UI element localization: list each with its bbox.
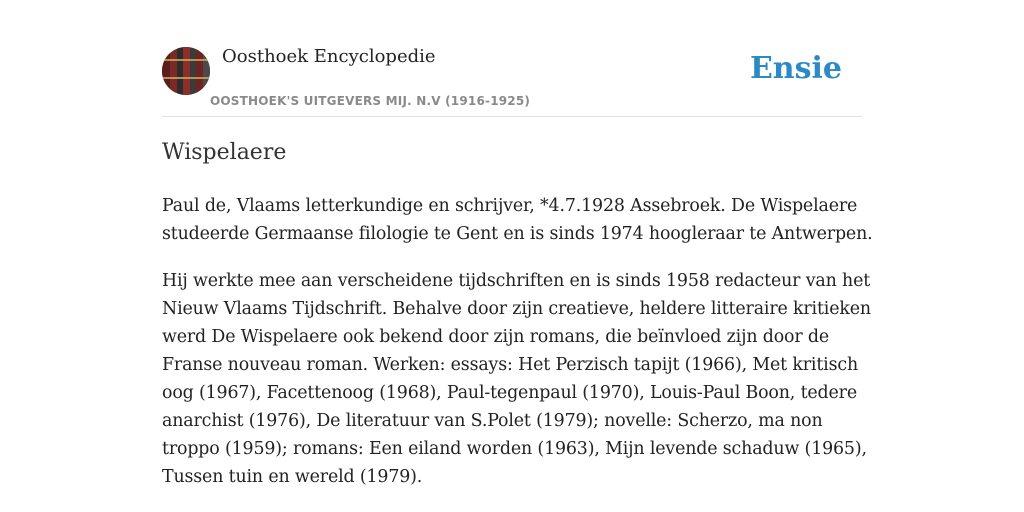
ensie-logo-link[interactable]: Ensie	[749, 51, 842, 86]
entry-paragraph: Hij werkte mee aan verscheidene tijdschriften en is sinds 1958 redacteur van het Nieuw Vlaams Tijdschrift. Behalve door zijn creatieve, heldere litteraire kritieken werd De Wispelaere ook bekend door zijn romans, die beïnvloed zijn door de Franse nouveau roman. Werken: essays: Het Perzisch tapijt (1966), Met kritisch oog (1967), Facettenoog (1968), Paul-tegenpaul (1970), Louis-Paul Boon, tedere anarchist (1976), De literatuur van S.Polet (1979); novelle: Scherzo, ma non troppo (1959); romans: Een eiland worden (1963), Mijn levende schaduw (1965), Tussen tuin en wereld (1979).	[162, 271, 871, 487]
encyclopedia-books-icon[interactable]	[162, 47, 210, 95]
entry-body	[162, 192, 874, 510]
entry-title: Wispelaere	[162, 140, 287, 165]
publication-subtitle: OOSTHOEK'S UITGEVERS MIJ. N.V (1916-1925)	[210, 94, 531, 108]
publication-title[interactable]: Oosthoek Encyclopedie	[222, 46, 436, 67]
entry-paragraph: Paul de, Vlaams letterkundige en schrijver, *4.7.1928 Assebroek. De Wispelaere studeerde Germaanse filologie te Gent en is sinds 1974 hoogleraar te Antwerpen.	[162, 196, 873, 244]
publication-header	[162, 46, 862, 117]
